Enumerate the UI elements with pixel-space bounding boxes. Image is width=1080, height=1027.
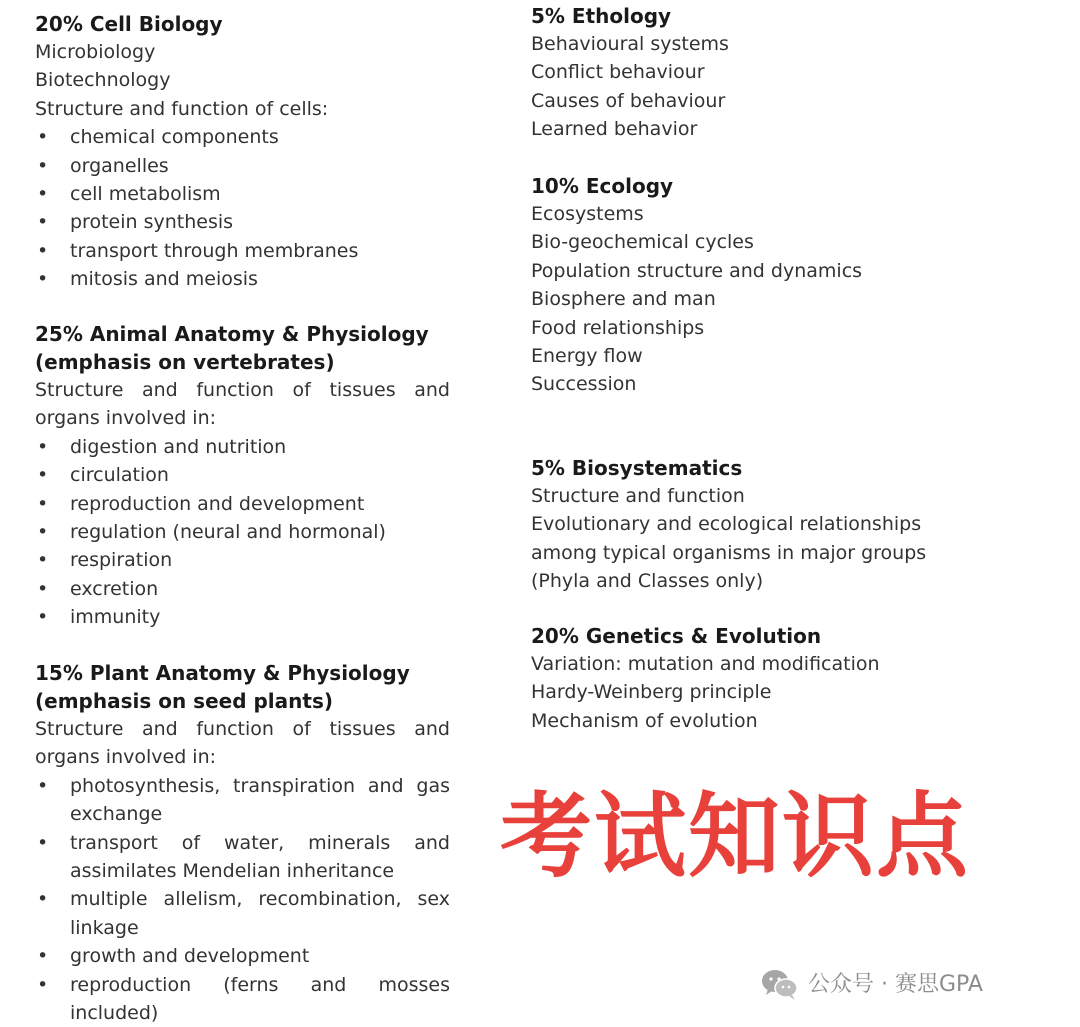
topic-line: Learned behavior	[531, 118, 698, 141]
topic-line: Microbiology	[35, 41, 156, 63]
topic-line: Structure and function of cells:	[35, 97, 329, 120]
bullet-icon: •	[37, 154, 49, 177]
list-item: • growth and development	[35, 942, 450, 970]
list-item: • digestion and nutrition	[35, 433, 450, 461]
bullet-icon: •	[37, 945, 49, 968]
topic-line: Mechanism of evolution	[531, 709, 758, 732]
topic-line: Hardy-Weinberg principle	[531, 681, 772, 704]
topic-line: Bio-geochemical cycles	[531, 231, 754, 254]
list-item: • organelles	[35, 152, 450, 180]
list-item: • regulation (neural and hormonal)	[35, 518, 450, 546]
list-item: • immunity	[35, 603, 450, 631]
topic-line: (Phyla and Classes only)	[531, 570, 764, 593]
section-heading: 25% Animal Anatomy & Physiology	[35, 322, 429, 346]
list-item: • reproduction (ferns and mosses included)	[35, 971, 450, 1027]
topic-line: Behavioural systems	[531, 33, 729, 55]
bullet-icon: •	[37, 268, 49, 291]
section-ethology	[531, 2, 961, 144]
bullet-icon: •	[37, 606, 49, 629]
list-item: • transport through membranes	[35, 237, 450, 265]
bullet-icon: •	[37, 126, 49, 149]
topic-line: Succession	[531, 373, 637, 396]
topic-line: Population structure and dynamics	[531, 259, 863, 282]
topic-line: Structure and function	[531, 485, 745, 507]
topic-line: Conflict behaviour	[531, 61, 705, 84]
bullet-icon: •	[37, 973, 49, 996]
bullet-icon: •	[37, 464, 49, 487]
topic-line: Evolutionary and ecological relationships	[531, 513, 922, 536]
bullet-icon: •	[37, 831, 49, 854]
bullet-icon: •	[37, 774, 49, 797]
wechat-icon	[760, 968, 800, 1002]
bullet-icon: •	[37, 492, 49, 515]
topic-line: Biotechnology	[35, 69, 171, 92]
section-heading: 20% Genetics & Evolution	[531, 624, 822, 648]
section-heading: 5% Ethology	[531, 4, 672, 28]
watermark-text: 公众号 · 赛思GPA	[808, 972, 983, 997]
section-intro: Structure and function of tissues and organs involved in:	[35, 379, 450, 430]
topic-line: Energy flow	[531, 345, 643, 368]
bullet-list	[35, 123, 450, 293]
section-ecology	[531, 172, 961, 399]
list-item: • cell metabolism	[35, 180, 450, 208]
list-item: • chemical components	[35, 123, 450, 151]
section-heading: 20% Cell Biology	[35, 12, 223, 36]
section-heading: 15% Plant Anatomy & Physiology	[35, 661, 410, 685]
section-subheading: (emphasis on vertebrates)	[35, 350, 335, 374]
bullet-icon: •	[37, 239, 49, 262]
section-animal-anatomy	[35, 320, 450, 632]
list-item: • protein synthesis	[35, 208, 450, 236]
list-item: • mitosis and meiosis	[35, 265, 450, 293]
topic-line: Food relationships	[531, 316, 705, 339]
bullet-icon: •	[37, 211, 49, 234]
topic-line: Causes of behaviour	[531, 89, 726, 112]
bullet-icon: •	[37, 521, 49, 544]
topic-line: among typical organisms in major groups	[531, 541, 927, 564]
section-plant-anatomy	[35, 659, 450, 1027]
section-intro: Structure and function of tissues and organs involved in:	[35, 718, 450, 769]
section-biosystematics	[531, 454, 961, 596]
list-item: • reproduction and development	[35, 490, 450, 518]
topic-line: Variation: mutation and modification	[531, 653, 880, 675]
bullet-icon: •	[37, 549, 49, 572]
list-item: • photosynthesis, transpiration and gas exchange	[35, 772, 450, 829]
list-item: • excretion	[35, 575, 450, 603]
section-genetics-evolution	[531, 622, 961, 735]
topic-line: Biosphere and man	[531, 288, 716, 311]
list-item: • transport of water, minerals and assimilates Mendelian inheritance	[35, 829, 450, 886]
list-item: • respiration	[35, 546, 450, 574]
bullet-list	[35, 433, 450, 632]
section-heading: 10% Ecology	[531, 174, 674, 198]
bullet-icon: •	[37, 435, 49, 458]
bullet-icon: •	[37, 183, 49, 206]
exam-topics-overlay-text: 考试知识点	[500, 783, 971, 890]
bullet-list	[35, 772, 450, 1027]
bullet-icon: •	[37, 577, 49, 600]
section-cell-biology	[35, 10, 450, 294]
topic-line: Ecosystems	[531, 203, 644, 225]
list-item: • multiple allelism, recombination, sex linkage	[35, 885, 450, 942]
section-subheading: (emphasis on seed plants)	[35, 689, 333, 713]
wechat-watermark	[760, 968, 983, 1002]
list-item: • circulation	[35, 461, 450, 489]
section-heading: 5% Biosystematics	[531, 456, 743, 480]
bullet-icon: •	[37, 888, 49, 911]
